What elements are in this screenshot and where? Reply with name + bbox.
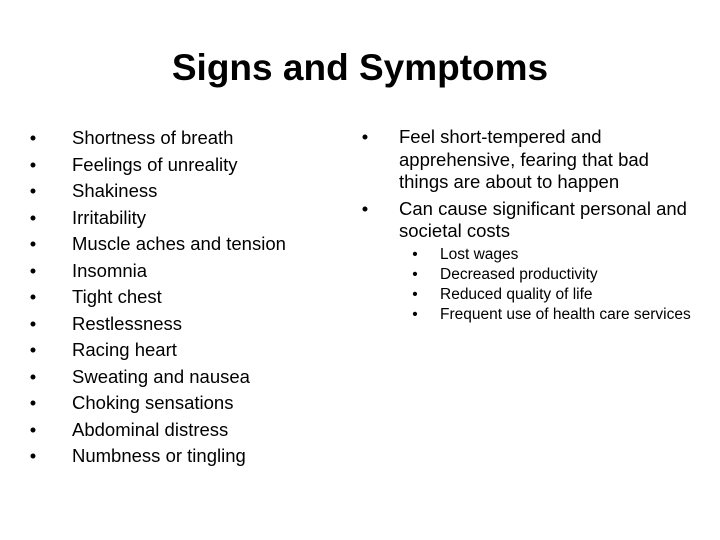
list-item-text: Tight chest	[72, 286, 162, 307]
list-item-text: Restlessness	[72, 312, 183, 334]
slide-title: Signs and Symptoms	[171, 47, 549, 88]
bullet-icon: •	[29, 206, 37, 228]
bullet-icon: •	[412, 265, 418, 283]
list-item	[26, 337, 346, 364]
bullet-icon: •	[29, 153, 37, 175]
list-item-text: Muscle aches and tension	[72, 233, 286, 254]
list-item	[26, 417, 346, 444]
sublist-item	[399, 303, 698, 323]
list-item	[26, 205, 346, 232]
list-item	[26, 364, 346, 391]
sublist-item	[399, 283, 698, 303]
bullet-icon: •	[29, 392, 37, 413]
list-item-text: Shortness of breath	[72, 127, 234, 148]
bullet-icon: •	[361, 126, 369, 147]
symptoms-column	[26, 125, 346, 470]
list-item-text: Feelings of unreality	[72, 153, 238, 175]
bullet-icon: •	[412, 285, 418, 303]
bullet-icon: •	[29, 180, 37, 201]
bullet-icon: •	[412, 245, 418, 263]
sublist-item-text: Decreased productivity	[440, 265, 598, 283]
bullet-icon: •	[29, 127, 37, 148]
list-item-text: Feel short-tempered and apprehensive, fearing that bad things are about to happen	[399, 126, 649, 192]
list-item-text: Irritability	[72, 206, 147, 228]
list-item	[358, 198, 698, 323]
bullet-icon: •	[29, 233, 37, 254]
sublist-item-text: Frequent use of health care services	[440, 305, 691, 323]
list-item	[26, 152, 346, 179]
list-item	[26, 311, 346, 338]
list-item-text: Sweating and nausea	[72, 365, 250, 387]
list-item	[358, 126, 698, 194]
sublist-item	[399, 263, 698, 283]
sublist-item-text: Reduced quality of life	[440, 285, 593, 303]
list-item	[26, 258, 346, 285]
symptoms-list	[26, 125, 346, 470]
sublist-item-text: Lost wages	[440, 245, 519, 263]
bullet-icon: •	[29, 445, 37, 466]
list-item-text: Abdominal distress	[72, 418, 229, 440]
bullet-icon: •	[29, 312, 37, 334]
sublist-item	[399, 243, 698, 263]
list-item	[26, 231, 346, 258]
effects-list	[358, 126, 698, 323]
list-item-text: Insomnia	[72, 259, 148, 281]
list-item	[26, 390, 346, 417]
bullet-icon: •	[29, 418, 37, 440]
bullet-icon: •	[29, 365, 37, 387]
bullet-icon: •	[412, 305, 418, 323]
list-item-text: Choking sensations	[72, 392, 234, 413]
costs-sublist	[399, 243, 698, 323]
effects-column	[358, 126, 698, 327]
list-item-text: Racing heart	[72, 339, 177, 360]
list-item	[26, 284, 346, 311]
bullet-icon: •	[361, 197, 369, 219]
bullet-icon: •	[29, 286, 37, 307]
list-item	[26, 125, 346, 152]
list-item	[26, 443, 346, 470]
bullet-icon: •	[29, 339, 37, 360]
list-item	[26, 178, 346, 205]
list-item-text: Can cause significant personal and societal costs	[399, 197, 687, 241]
list-item-text: Shakiness	[72, 180, 158, 201]
bullet-icon: •	[29, 259, 37, 281]
list-item-text: Numbness or tingling	[72, 445, 246, 466]
